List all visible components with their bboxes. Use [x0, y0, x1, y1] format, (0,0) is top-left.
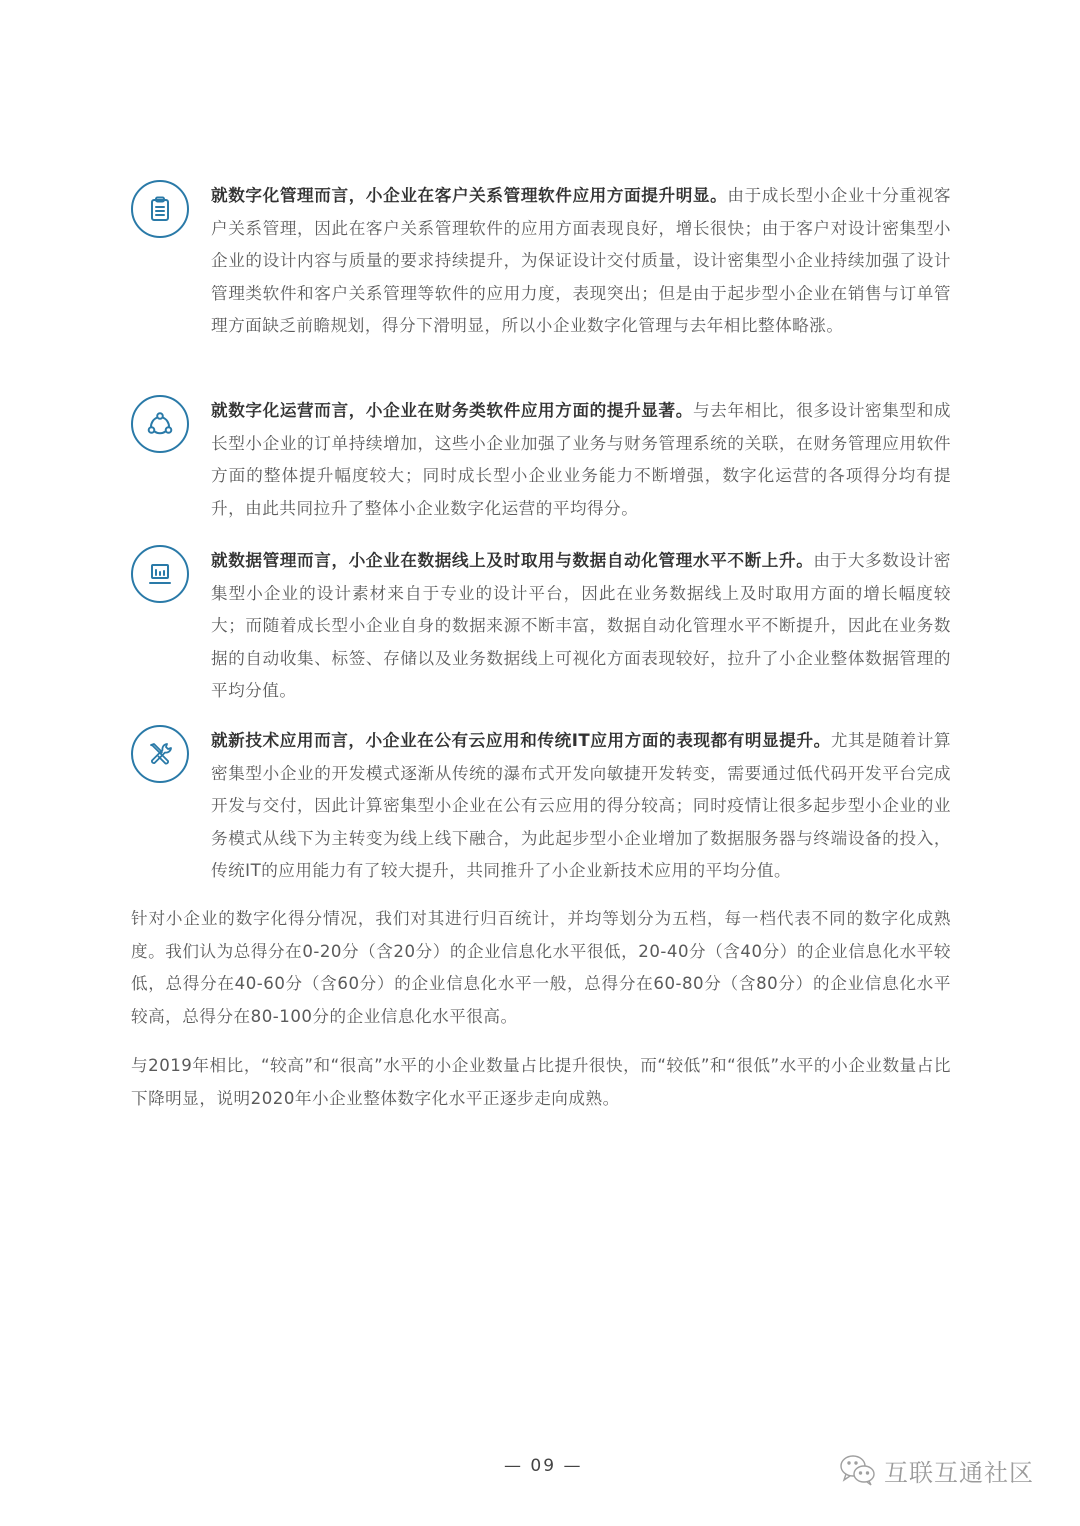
section-lead: 就数据管理而言，小企业在数据线上及时取用与数据自动化管理水平不断上升。 — [211, 551, 814, 570]
clipboard-icon — [131, 180, 189, 238]
section-lead: 就新技术应用而言，小企业在公有云应用和传统IT应用方面的表现都有明显提升。 — [211, 731, 831, 750]
watermark — [838, 1452, 1034, 1488]
section-paragraph — [211, 180, 951, 343]
section-body: 由于大多数设计密集型小企业的设计素材来自于专业的设计平台，因此在业务数据线上及时取用方面的增长幅度较大；而随着成长型小企业自身的数据来源不断丰富，数据自动化管理水平不断提升，因此在业务数据的自动收集、标签、存储以及业务数据线上可视化方面表现较好，拉升了小企业整体数据管理的平均分值。 — [211, 551, 951, 700]
monitor-chart-icon — [131, 545, 189, 603]
comparison-paragraph: 与2019年相比，“较高”和“很高”水平的小企业数量占比提升很快，而“较低”和“很低”水平的小企业数量占比下降明显，说明2020年小企业整体数字化水平正逐步走向成熟。 — [131, 1056, 951, 1108]
watermark-text: 互联互通社区 — [884, 1458, 1034, 1487]
share-nodes-icon — [131, 395, 189, 453]
tools-icon — [131, 725, 189, 783]
score-tiers-paragraph: 针对小企业的数字化得分情况，我们对其进行归百统计，并均等划分为五档，每一档代表不同的数字化成熟度。我们认为总得分在0-20分（含20分）的企业信息化水平很低，20-40分（含40分）的企业信息化水平较低，总得分在40-60分（含60分）的企业信息化水平一般，总得分在60-80分（含80分）的企业信息化水平较高，总得分在80-100分的企业信息化水平很高。 — [131, 909, 951, 1026]
page-number: — 09 — — [504, 1456, 583, 1476]
section-body: 尤其是随着计算密集型小企业的开发模式逐渐从传统的瀑布式开发向敏捷开发转变，需要通过低代码开发平台完成开发与交付，因此计算密集型小企业在公有云应用的得分较高；同时疫情让很多起步型小企业的业务模式从线下为主转变为线上线下融合，为此起步型小企业增加了数据服务器与终端设备的投入，传统IT的应用能力有了较大提升，共同推升了小企业新技术应用的平均分值。 — [211, 731, 951, 880]
section-paragraph — [211, 395, 951, 525]
section-paragraph — [211, 545, 951, 708]
section-paragraph — [211, 725, 951, 888]
wechat-icon — [838, 1452, 878, 1488]
section-lead: 就数字化运营而言，小企业在财务类软件应用方面的提升显著。 — [211, 401, 693, 420]
section-lead: 就数字化管理而言，小企业在客户关系管理软件应用方面提升明显。 — [211, 186, 728, 205]
section-body: 由于成长型小企业十分重视客户关系管理，因此在客户关系管理软件的应用方面表现良好，增长很快；由于客户对设计密集型小企业的设计内容与质量的要求持续提升，为保证设计交付质量，设计密集型小企业持续加强了设计管理类软件和客户关系管理等软件的应用力度，表现突出；但是由于起步型小企业在销售与订单管理方面缺乏前瞻规划，得分下滑明显，所以小企业数字化管理与去年相比整体略涨。 — [211, 186, 952, 335]
section-body: 与去年相比，很多设计密集型和成长型小企业的订单持续增加，这些小企业加强了业务与财务管理系统的关联，在财务管理应用软件方面的整体提升幅度较大；同时成长型小企业业务能力不断增强，数字化运营的各项得分均有提升，由此共同拉升了整体小企业数字化运营的平均得分。 — [211, 401, 951, 518]
